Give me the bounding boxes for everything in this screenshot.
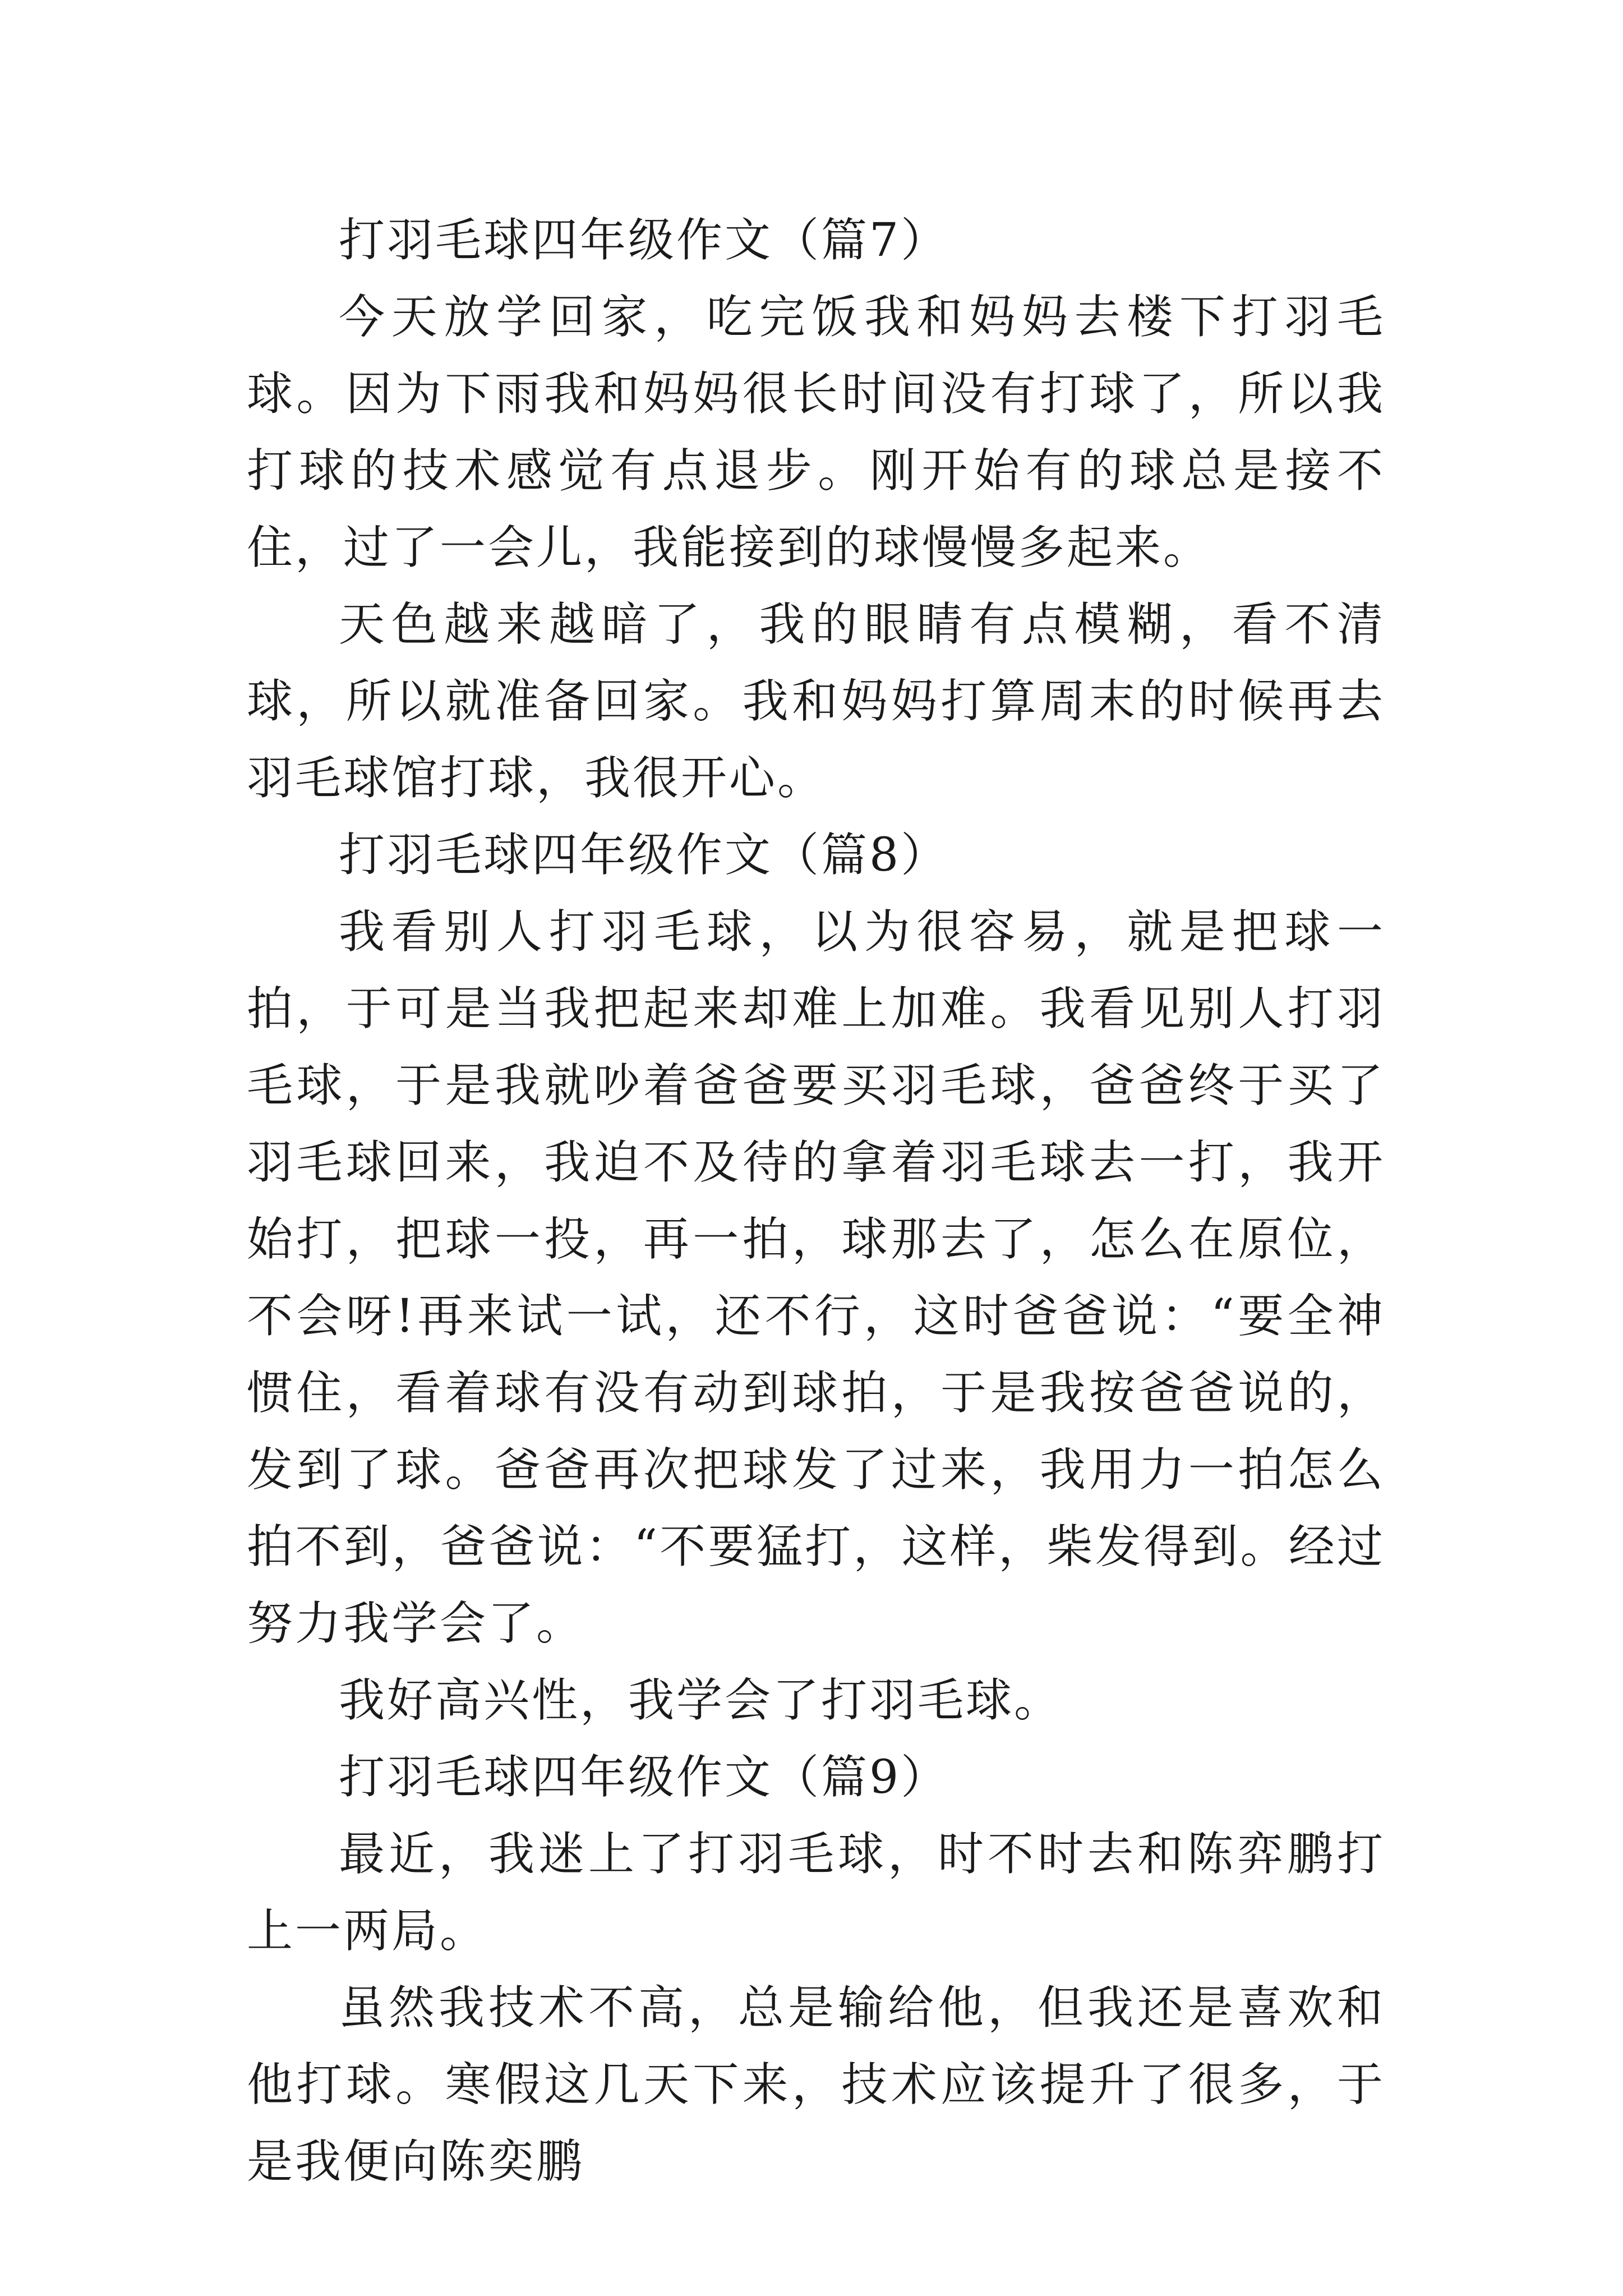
paragraph: 虽然我技术不高，总是输给他，但我还是喜欢和他打球。寒假这几天下来，技术应该提升了很多，于是我便向陈奕鹏 <box>247 1981 1385 2188</box>
document-body <box>247 202 1385 2200</box>
section-heading-8: 打羽毛球四年级作文（篇8） <box>339 829 949 882</box>
paragraph: 我好高兴性，我学会了打羽毛球。 <box>339 1674 1063 1727</box>
section-heading-7: 打羽毛球四年级作文（篇7） <box>339 214 949 267</box>
paragraph: 我看别人打羽毛球，以为很容易，就是把球一拍，于可是当我把起来却难上加难。我看见别人打羽毛球，于是我就吵着爸爸要买羽毛球，爸爸终于买了羽毛球回来，我迫不及待的拿着羽毛球去一打，我开始打，把球一投，再一拍，球那去了，怎么在原位，不会呀!再来试一试，还不行，这时爸爸说：“要全神惯住，看着球有没有动到球拍，于是我按爸爸说的，发到了球。爸爸再次把球发了过来，我用力一拍怎么拍不到，爸爸说：“不要猛打，这样，柴发得到。经过努力我学会了。 <box>247 905 1385 1650</box>
paragraph: 天色越来越暗了，我的眼睛有点模糊，看不清球，所以就准备回家。我和妈妈打算周末的时候再去羽毛球馆打球，我很开心。 <box>247 598 1385 805</box>
section-heading-9: 打羽毛球四年级作文（篇9） <box>339 1751 949 1804</box>
paragraph: 最近，我迷上了打羽毛球，时不时去和陈弈鹏打上一两局。 <box>247 1828 1385 1958</box>
paragraph: 今天放学回家，吃完饭我和妈妈去楼下打羽毛球。因为下雨我和妈妈很长时间没有打球了，所以我打球的技术感觉有点退步。刚开始有的球总是接不住，过了一会儿，我能接到的球慢慢多起来。 <box>247 291 1385 574</box>
